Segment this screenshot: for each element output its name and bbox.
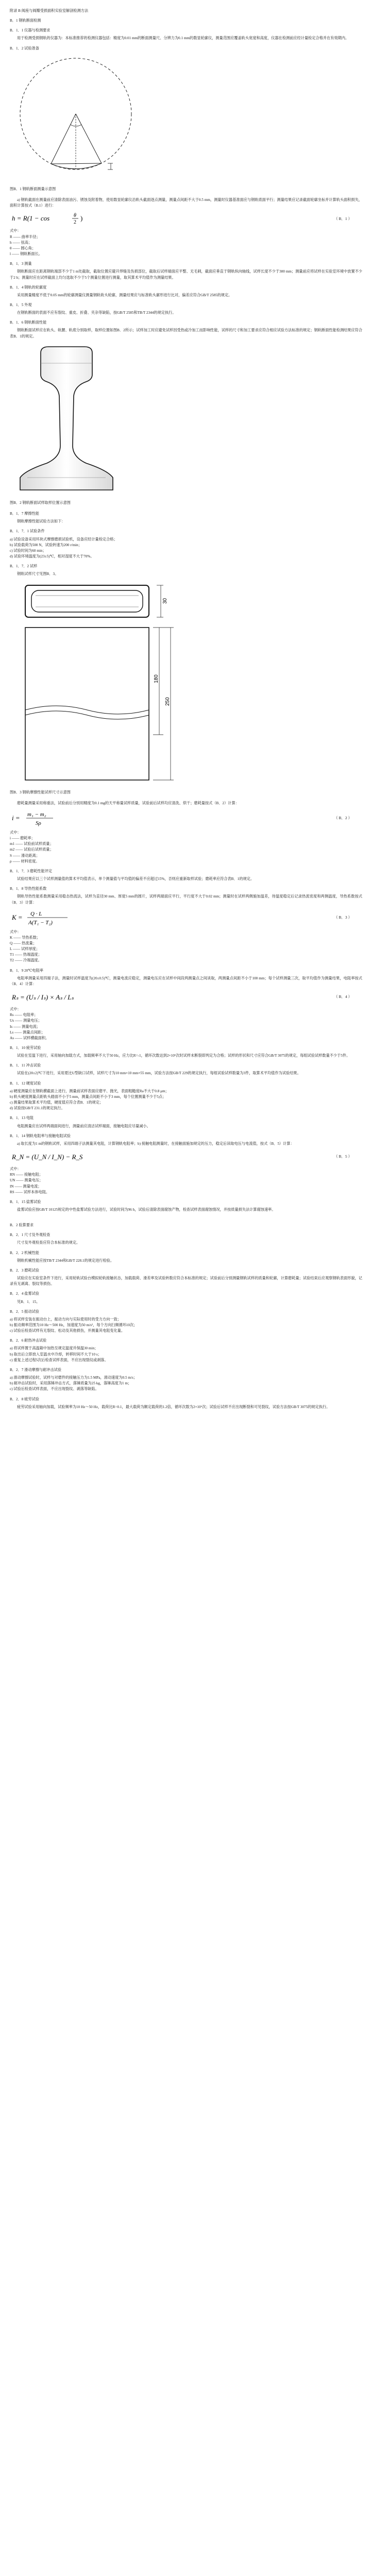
item-list [10, 1089, 362, 1112]
figure-caption: 图B．3 钢轨摩擦性能试样尺寸示意图 [10, 790, 71, 794]
svg-text:Q · L: Q · L [30, 910, 42, 917]
section-heading: B．1 钢轨断面检测 [10, 19, 41, 23]
list-item: c) 重复上述过程5次后检查试样表面，不应出现裂纹或剥落。 [10, 1358, 108, 1362]
section-heading: B．2．3 磨耗试验 [10, 1268, 39, 1273]
variable-def: m1 —— 试验前试样质量； [10, 842, 54, 846]
list-item: c) 试验后检查试样表面，不应出现裂纹、剥落等缺陷。 [10, 1387, 99, 1392]
section-heading: B．2．5 振动试验 [10, 1309, 39, 1314]
variable-def: θ —— 圆心角； [10, 246, 36, 250]
paragraph: 尺寸及外观检查应符合本标准的规定。 [17, 1241, 80, 1245]
variable-def: i —— 磨耗率； [10, 836, 35, 841]
equation-number: （ B．5 ） [333, 1154, 352, 1159]
svg-text:h = R(1 − cos: h = R(1 − cos [12, 214, 50, 223]
section-heading: B．2．1 尺寸及外观检查 [10, 1233, 51, 1238]
item-list [10, 1317, 362, 1334]
variable-def: L —— 试样厚度； [10, 947, 40, 952]
section-heading: B．1．15 盐雾试验 [10, 1199, 41, 1204]
paragraph: 试验在(20±2)℃下进行，采用夏比U型缺口试样，试样尺寸为10 mm×10 mm×55 mm，试验方法按GB/T 229的规定执行，每组试验试样数量为3件，取算术平均值作为试验结果。 [17, 1071, 301, 1076]
section-heading: B．1．7．2 试样 [10, 564, 38, 569]
svg-text:2: 2 [74, 219, 76, 226]
variable-def: UN —— 测量电压； [10, 1178, 43, 1183]
section-heading: B．1．14 钢轨电阻率与接触电阻试验 [10, 1133, 71, 1138]
section-heading: B．1．7．3 磨耗性能评定 [10, 869, 53, 873]
section-heading: B．1．2 试验准备 [10, 46, 39, 50]
where-label: 式中： [10, 929, 21, 934]
equation-b5 [10, 1150, 362, 1163]
equation-b1 [10, 212, 362, 225]
list-item: d) 试验环境温度为(23±5)℃，相对湿度不大于70%。 [10, 554, 94, 558]
where-label: 式中： [10, 1167, 21, 1172]
list-item: a) 将试样置于高温箱中加热至规定温度并保温30 min； [10, 1346, 98, 1351]
section-heading: B．1．6 钢轨断面性能 [10, 320, 47, 325]
variable-def: Is —— 测量电流； [10, 1024, 41, 1029]
list-item: a) 滑动摩擦试验时，试样与对磨件的接触压力为1.5 MPa，滑动速度为0.5 m/s； [10, 1376, 137, 1380]
section-heading: B．1．9 20℃电阻率 [10, 968, 43, 973]
list-item: b) 振动频率范围为10 Hz～500 Hz，加速度为50 m/s²，每个方向扫频循环10次； [10, 1323, 138, 1327]
paragraph: 采用测量精度不低于0.05 mm的轮廓测量仪测量钢轨轨头轮廓，测量结果应与标准轨头廓形进行比对，偏差应符合GB/T 2585的规定。 [17, 293, 232, 297]
list-item: a) 试验设备采用环块式摩擦磨损试验机，设备应经计量检定合格； [10, 537, 117, 541]
svg-text:): ) [80, 214, 83, 223]
section-heading: B．1．7．1 试验条件 [10, 529, 45, 534]
equation-number: （ B．4 ） [333, 994, 352, 999]
paragraph: 钢轨导热性能系数测量采用稳态热流法，试样为直径30 mm、厚度5 mm的圆片，试样两端面应平行，平行度不大于0.02 mm；测量时在试样两侧施加温差，待温度稳定后记录热流密度和两侧温度，导热系数按式（B．3）计算： [10, 894, 362, 905]
paragraph: 钢轨机械性能应按TB/T 2344和GB/T 228.1的规定进行检验。 [17, 1258, 114, 1263]
paragraph: 电阻测量应在试样两端面间进行，测量前应清洁试样端面，接触电阻应尽量减小。 [17, 1124, 150, 1128]
variable-def: R —— 曲率半径； [10, 234, 40, 239]
variable-list [10, 228, 362, 257]
section-heading: B．2．6 耐热冲击试验 [10, 1338, 47, 1343]
section-heading: B．2．7 滑动摩擦与耐冲击试验 [10, 1367, 62, 1372]
paragraph: 盐雾试验应按GB/T 10125规定的中性盐雾试验方法进行，试验时间为96 h，试验后清除表面腐蚀产物，检查试样表面腐蚀情况，并按质量损失法计算腐蚀速率。 [17, 1207, 276, 1212]
variable-def: Ls —— 测量点间距； [10, 1030, 45, 1035]
paragraph: 试验结果应以三个试样测量值的算术平均值表示，单个测量值与平均值的偏差不应超过15%，否则应重新取样试验；磨耗率应符合表B．1的规定。 [17, 877, 255, 882]
variable-def: S —— 滑动距离； [10, 853, 40, 858]
dimension-label: 250 [165, 697, 171, 706]
variable-def: ρ —— 材料密度。 [10, 859, 40, 863]
section-heading: B．1．7 摩擦性能 [10, 512, 39, 516]
paragraph: 钢轨断面试样应在轨头、轨腰、轨底分别取样，取样位置如图B．2所示；试样加工时应避免试样因受热或冷加工而影响性能，试样的尺寸和加工要求应符合相应试验方法标准的规定；钢轨断面性能检测结果应符合表B．1的规定。 [10, 328, 362, 338]
variable-def: h —— 弦高； [10, 240, 32, 245]
svg-text:Sρ: Sρ [36, 820, 41, 826]
variable-def: RS —— 试样本体电阻。 [10, 1190, 50, 1194]
variable-def: m2 —— 试验后试样质量； [10, 848, 54, 852]
formula-b1 [10, 212, 108, 225]
appendix-title: 附录 B 阀座与阀瓣受损面积实验室解剖检测方法 [10, 9, 89, 13]
variable-list [10, 1007, 362, 1041]
where-label: 式中： [10, 1007, 21, 1012]
item-list [10, 537, 362, 560]
item-list [10, 1346, 362, 1363]
equation-b3 [10, 909, 362, 926]
variable-def: l —— 钢轨断面长。 [10, 252, 43, 257]
list-item: a) 将试样安装在振动台上，振动方向与实际使用时的受力方向一致； [10, 1317, 121, 1321]
list-item: d) 试验按GB/T 231.1的规定执行。 [10, 1106, 65, 1111]
svg-text:A(T₁ − T₂): A(T₁ − T₂) [28, 919, 53, 926]
variable-list [10, 1166, 362, 1195]
list-item: c) 测量结果取算术平均值，硬度值应符合表B．1的规定； [10, 1100, 104, 1105]
variable-def: As —— 试样横截面积。 [10, 1036, 49, 1040]
paragraph: 试验在室温下进行，采用轴向加载方式，加载频率不大于50 Hz，应力比R=-1，循环次数达到2×10⁶次时试样未断裂即判定为合格；试样的形状和尺寸应符合GB/T 3075的规定，每组试验试样数量不少于5件。 [17, 1054, 350, 1058]
list-item: c) 试验时间为60 min； [10, 548, 46, 553]
svg-text:i =: i = [12, 814, 20, 822]
svg-text:θ: θ [74, 213, 76, 219]
variable-def: T2 —— 冷端温度。 [10, 958, 42, 963]
paragraph: 试验应在实验室条件下进行，采用轮轨试验台模拟轮轨接触状态，加载载荷、滑差率及试验转数应符合本标准的规定；试验前后分别测量钢轨试样的质量和轮廓，计算磨耗量；试验结束后应观察钢轨表面形貌，记录有无剥离、裂纹等损伤。 [10, 1276, 362, 1286]
equation-number: （ B．1 ） [333, 216, 352, 221]
section-heading: B．1．8 导热性能系数 [10, 887, 47, 891]
variable-def: IN —— 测量电流； [10, 1184, 42, 1189]
list-item: b) 试验载荷为500 N，试验转速为200 r/min； [10, 543, 82, 547]
equation-b2 [10, 809, 362, 827]
circle-sector-diagram [10, 55, 164, 183]
svg-text:m₁ − m₂: m₁ − m₂ [27, 811, 46, 818]
svg-text:K =: K = [12, 913, 23, 921]
section-heading: B．1．11 冲击试验 [10, 1063, 41, 1068]
paragraph: 在钢轨断面的表面不应有裂纹、重皮、折叠、夹杂等缺陷，按GB/T 2585和TB/T 2344的规定执行。 [17, 311, 176, 315]
figure-b1 [10, 55, 362, 185]
equation-b4 [10, 990, 362, 1004]
section-heading: B．1．10 疲劳试验 [10, 1046, 41, 1050]
formula-b2 [10, 809, 77, 827]
section-heading: B．2．2 机械性能 [10, 1250, 39, 1255]
figure-caption: 图B．2 钢轨断面试样取样位置示意图 [10, 500, 71, 505]
paragraph: 钢轨摩擦性能试验方法如下： [17, 519, 65, 524]
section-heading: B．1．3 测量 [10, 262, 32, 266]
dimension-label: 180 [154, 674, 159, 684]
variable-def: RN —— 接触电阻； [10, 1173, 43, 1177]
section-heading: B．1．13 电阻 [10, 1116, 34, 1121]
svg-text:R_N = (U_N / I_N) − R_S: R_N = (U_N / I_N) − R_S [12, 1153, 83, 1161]
section-heading: B．2．8 疲劳试验 [10, 1397, 39, 1401]
equation-number: （ B．2 ） [333, 816, 352, 821]
variable-def: K —— 导热系数； [10, 935, 41, 940]
variable-def: Rs —— 电阻率； [10, 1013, 38, 1018]
list-item: b) 耐冲击试验时，采用落锤冲击方式，落锤质量为25 kg，落锤高度为1 m； [10, 1381, 132, 1386]
rail-cross-section [10, 343, 123, 497]
equation-number: （ B．3 ） [333, 914, 352, 920]
svg-text:Rₛ = (Uₛ / Iₛ) × Aₛ / Lₛ: Rₛ = (Uₛ / Iₛ) × Aₛ / Lₛ [12, 993, 74, 1002]
paragraph: a) 取长度为1 m的钢轨试样，采用四端子法测量其电阻，计算钢轨电阻率；b) 接触电阻测量时，在接触面施加规定的压力，稳定后读取电压与电流值，按式（B．5）计算： [17, 1141, 294, 1146]
variable-def: Us —— 测量电压； [10, 1019, 42, 1023]
where-label: 式中： [10, 830, 21, 835]
list-item: c) 试验后检查试样有无裂纹、松动及其他损伤，并测量其电阻变化量。 [10, 1329, 125, 1333]
variable-list [10, 830, 362, 865]
item-list [10, 1375, 362, 1392]
paragraph: 钢轨断面应在距离钢轨端部不少于1 m处截取，截取位置应避开焊缝及伤损部位，截取后试样端面应平整、无毛刺，截面应垂直于钢轨纵向轴线，试样长度不少于300 mm；测量前应将试样在实验室环境中放置不少于2 h；测量时应在试样截面上均匀选取不少于5个测量位置进行测量，取其算术平均值作为测量结果。 [10, 269, 362, 280]
section-heading: B．1．12 硬度试验 [10, 1081, 41, 1086]
formula-b3 [10, 909, 97, 926]
formula-b4 [10, 990, 108, 1004]
paragraph: 见B．1．15。 [17, 1299, 40, 1304]
figure-caption: 图B．1 钢轨断面测量示意图 [10, 187, 56, 191]
figure-b2 [10, 343, 362, 499]
section-heading: B．1．5 外观 [10, 302, 32, 307]
document-page [5, 0, 365, 1421]
section-heading: B．2．4 盐雾试验 [10, 1292, 39, 1296]
section-heading: B．1．4 钢轨的轮廓度 [10, 285, 47, 290]
variable-list [10, 929, 362, 964]
paragraph: 磨耗量测量采用称重法，试验前后分别用精度为0.1 mg的天平称量试样质量，试验前后试样均应清洗、烘干；磨耗量按式（B．2）计算： [17, 801, 239, 805]
section-heading: B．1．1 仪器与检测要求 [10, 28, 51, 33]
paragraph: 疲劳试验采用轴向加载，试验频率为10 Hz～50 Hz，载荷比R=0.1，最大载荷为额定载荷的1.2倍，循环次数为2×10⁶次；试验后试样不应出现断裂和可见裂纹，试验方法按GB/T 3075的规定执行。 [17, 1404, 330, 1409]
paragraph: a) 钢轨截面在测量前应清除表面油污、锈蚀及附着物，使用数显轮廓仪沿轨头截面逐点测量，测量点间距不大于0.5 mm，测量时仪器基准面应与钢轨底面平行；测量结果应记录截面轮廓坐标并计算轨头面积损失，面积计算按式（B.1）进行： [10, 198, 362, 208]
where-label: 式中： [10, 229, 21, 233]
formula-b5 [10, 1150, 108, 1163]
paragraph: 用于检测受损钢轨的仪器为：本标准推荐的检测仪器包括：精度为0.01 mm的断面测量尺、分辨力为0.1 mm的数显轮廓仪，测量范围应覆盖轨头宽度和高度，仪器在检测前应经计量检定合格并在有效期内。 [17, 36, 349, 41]
list-item: a) 硬度测量应在钢轨横截面上进行，测量前试样表面应磨平、抛光，表面粗糙度Ra不大于0.8 μm； [10, 1089, 169, 1093]
variable-def: Q —— 热流量； [10, 941, 37, 945]
paragraph: 电阻率测量采用四端子法，测量时试样温度为(20±0.5)℃，测量电流应稳定，测量电压应在试样中间段两测量点之间读取，两测量点间距不小于100 mm；每个试样测量三次，取平均值作为测量结果，电阻率按式（B．4）计算： [10, 976, 362, 986]
figure-b3 [10, 580, 362, 788]
specimen-drawing [10, 580, 180, 786]
variable-def: T1 —— 热端温度； [10, 953, 42, 957]
list-item: b) 轨头硬度测量点距轨头踏面不小于5 mm，测量点间距不小于3 mm，每个位置测量不少于5点； [10, 1094, 166, 1099]
list-item: b) 取出后立即放入室温水中冷却，转移时间不大于10 s； [10, 1352, 102, 1357]
paragraph: 钢轨试样尺寸见图B．3。 [17, 572, 59, 577]
section-heading: B．2 验算要求 [10, 1223, 34, 1228]
dimension-label: 30 [162, 598, 168, 604]
